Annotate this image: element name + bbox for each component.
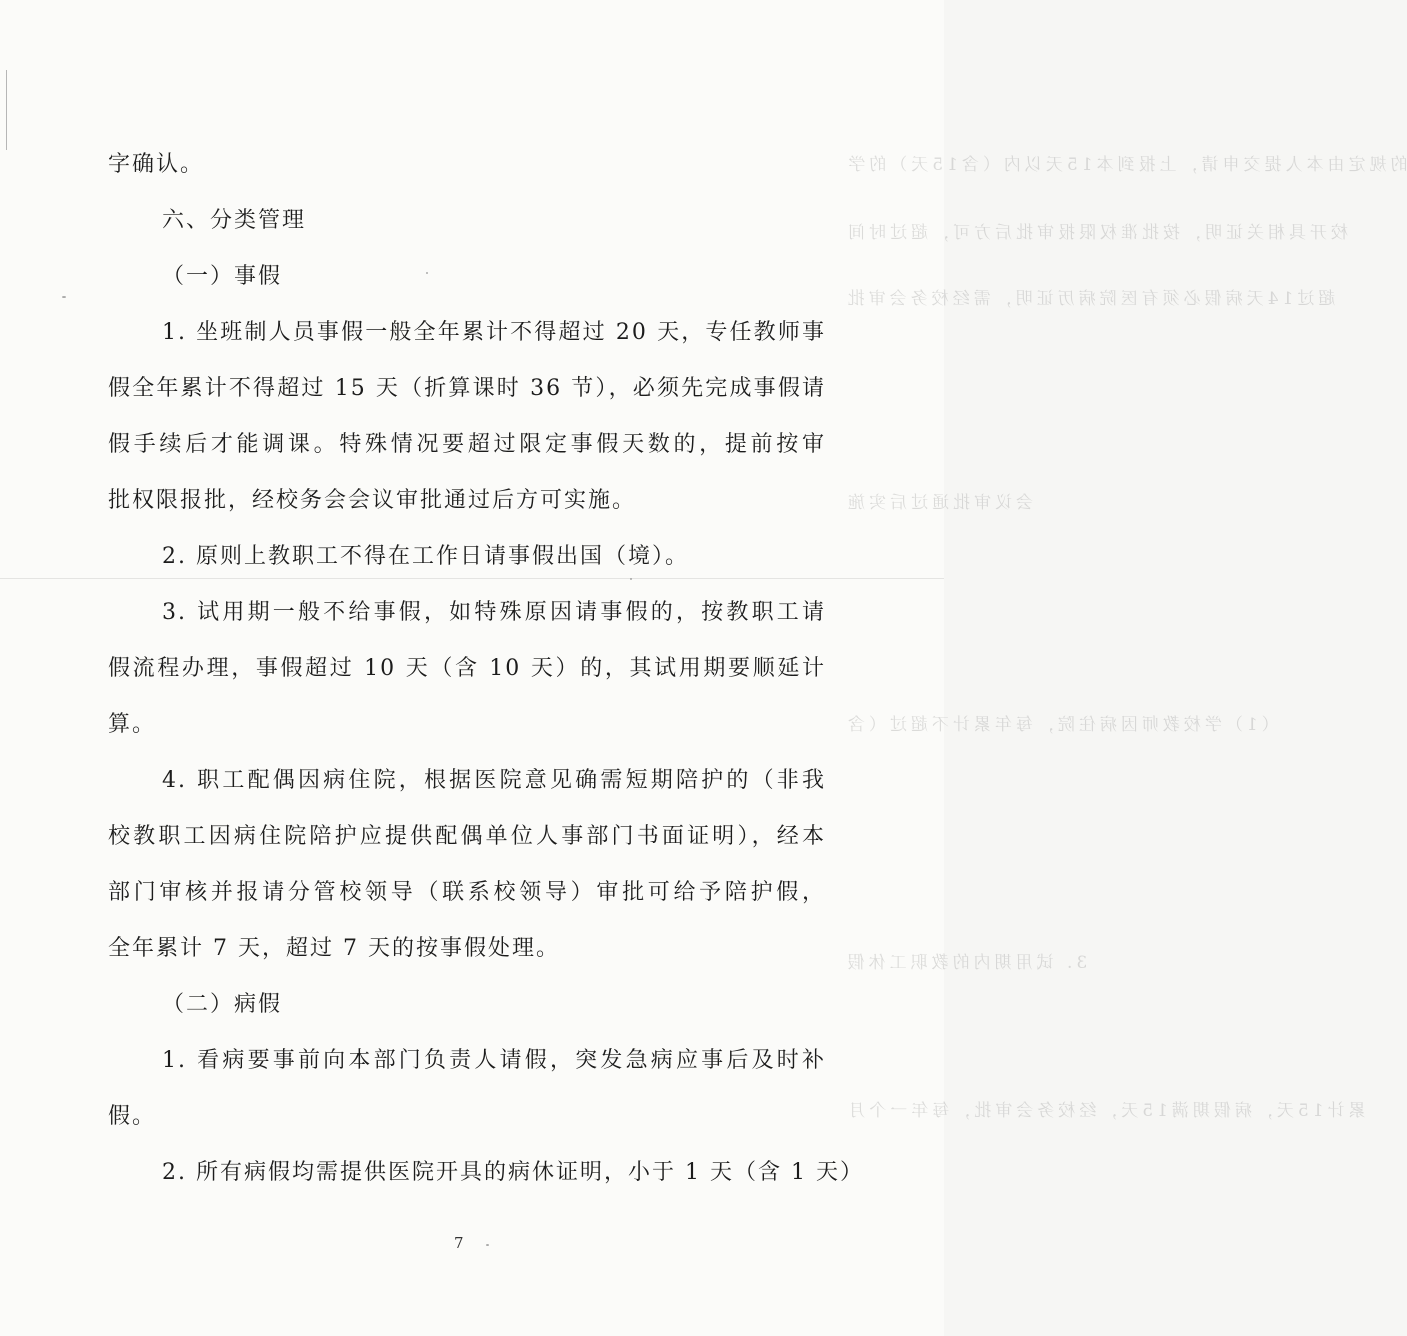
- show-through-text: 3. 试用期内的教职工休假: [844, 953, 1088, 973]
- text-line: 3. 试用期一般不给事假，如特殊原因请事假的，按教职工请: [162, 600, 826, 625]
- show-through-text: 会议审批通过后实施: [844, 493, 1033, 513]
- text-line: 全年累计 7 天，超过 7 天的按事假处理。: [108, 936, 560, 961]
- scan-speck: [426, 272, 428, 274]
- subsection-heading: （一）事假: [162, 264, 283, 289]
- show-through-text: 超过14天病假必须有医院病历证明，需经校务会审批: [844, 289, 1336, 309]
- text-line: 假全年累计不得超过 15 天（折算课时 36 节），必须先完成事假请: [108, 376, 826, 401]
- text-line: 1. 坐班制人员事假一般全年累计不得超过 20 天，专任教师事: [162, 320, 826, 345]
- text-line: 假手续后才能调课。特殊情况要超过限定事假天数的，提前按审: [108, 432, 826, 457]
- text-line: 校教职工因病住院陪护应提供配偶单位人事部门书面证明），经本: [108, 824, 826, 849]
- text-line: 2. 所有病假均需提供医院开具的病休证明，小于 1 天（含 1 天）: [162, 1160, 864, 1185]
- show-through-text: 校开具相关证明，按批准权限报审批后方可，超过时间: [844, 223, 1348, 243]
- text-line: 部门审核并报请分管校领导（联系校领导）审批可给予陪护假，: [108, 880, 826, 905]
- scan-speck: [62, 296, 66, 298]
- show-through-text: 累计15天，病假期满15天，经校务会审批，每年一个月: [844, 1101, 1366, 1121]
- show-through-text: （1）学校教师因病住院，每年累计不超过（含: [844, 715, 1279, 735]
- binding-edge-mark: [6, 70, 7, 150]
- text-line: 字确认。: [108, 152, 205, 177]
- page-number: 7: [454, 1234, 464, 1252]
- text-line: 2. 原则上教职工不得在工作日请事假出国（境）。: [162, 544, 689, 569]
- section-heading: 六、分类管理: [162, 208, 307, 233]
- show-through-text: 的规定由本人提交申请，上报到本15天以内（含15天）的学: [844, 155, 1407, 175]
- text-line: 1. 看病要事前向本部门负责人请假，突发急病应事后及时补: [162, 1048, 826, 1073]
- text-line: 批权限报批，经校务会会议审批通过后方可实施。: [108, 488, 637, 513]
- text-line: 4. 职工配偶因病住院，根据医院意见确需短期陪护的（非我: [162, 768, 826, 793]
- text-line: 假流程办理，事假超过 10 天（含 10 天）的，其试用期要顺延计: [108, 656, 826, 681]
- fold-crease: [0, 578, 944, 579]
- scan-speck: [630, 578, 632, 580]
- scan-speck: [486, 1244, 489, 1246]
- text-line: 假。: [108, 1104, 157, 1129]
- text-line: 算。: [108, 712, 157, 737]
- subsection-heading: （二）病假: [162, 992, 283, 1017]
